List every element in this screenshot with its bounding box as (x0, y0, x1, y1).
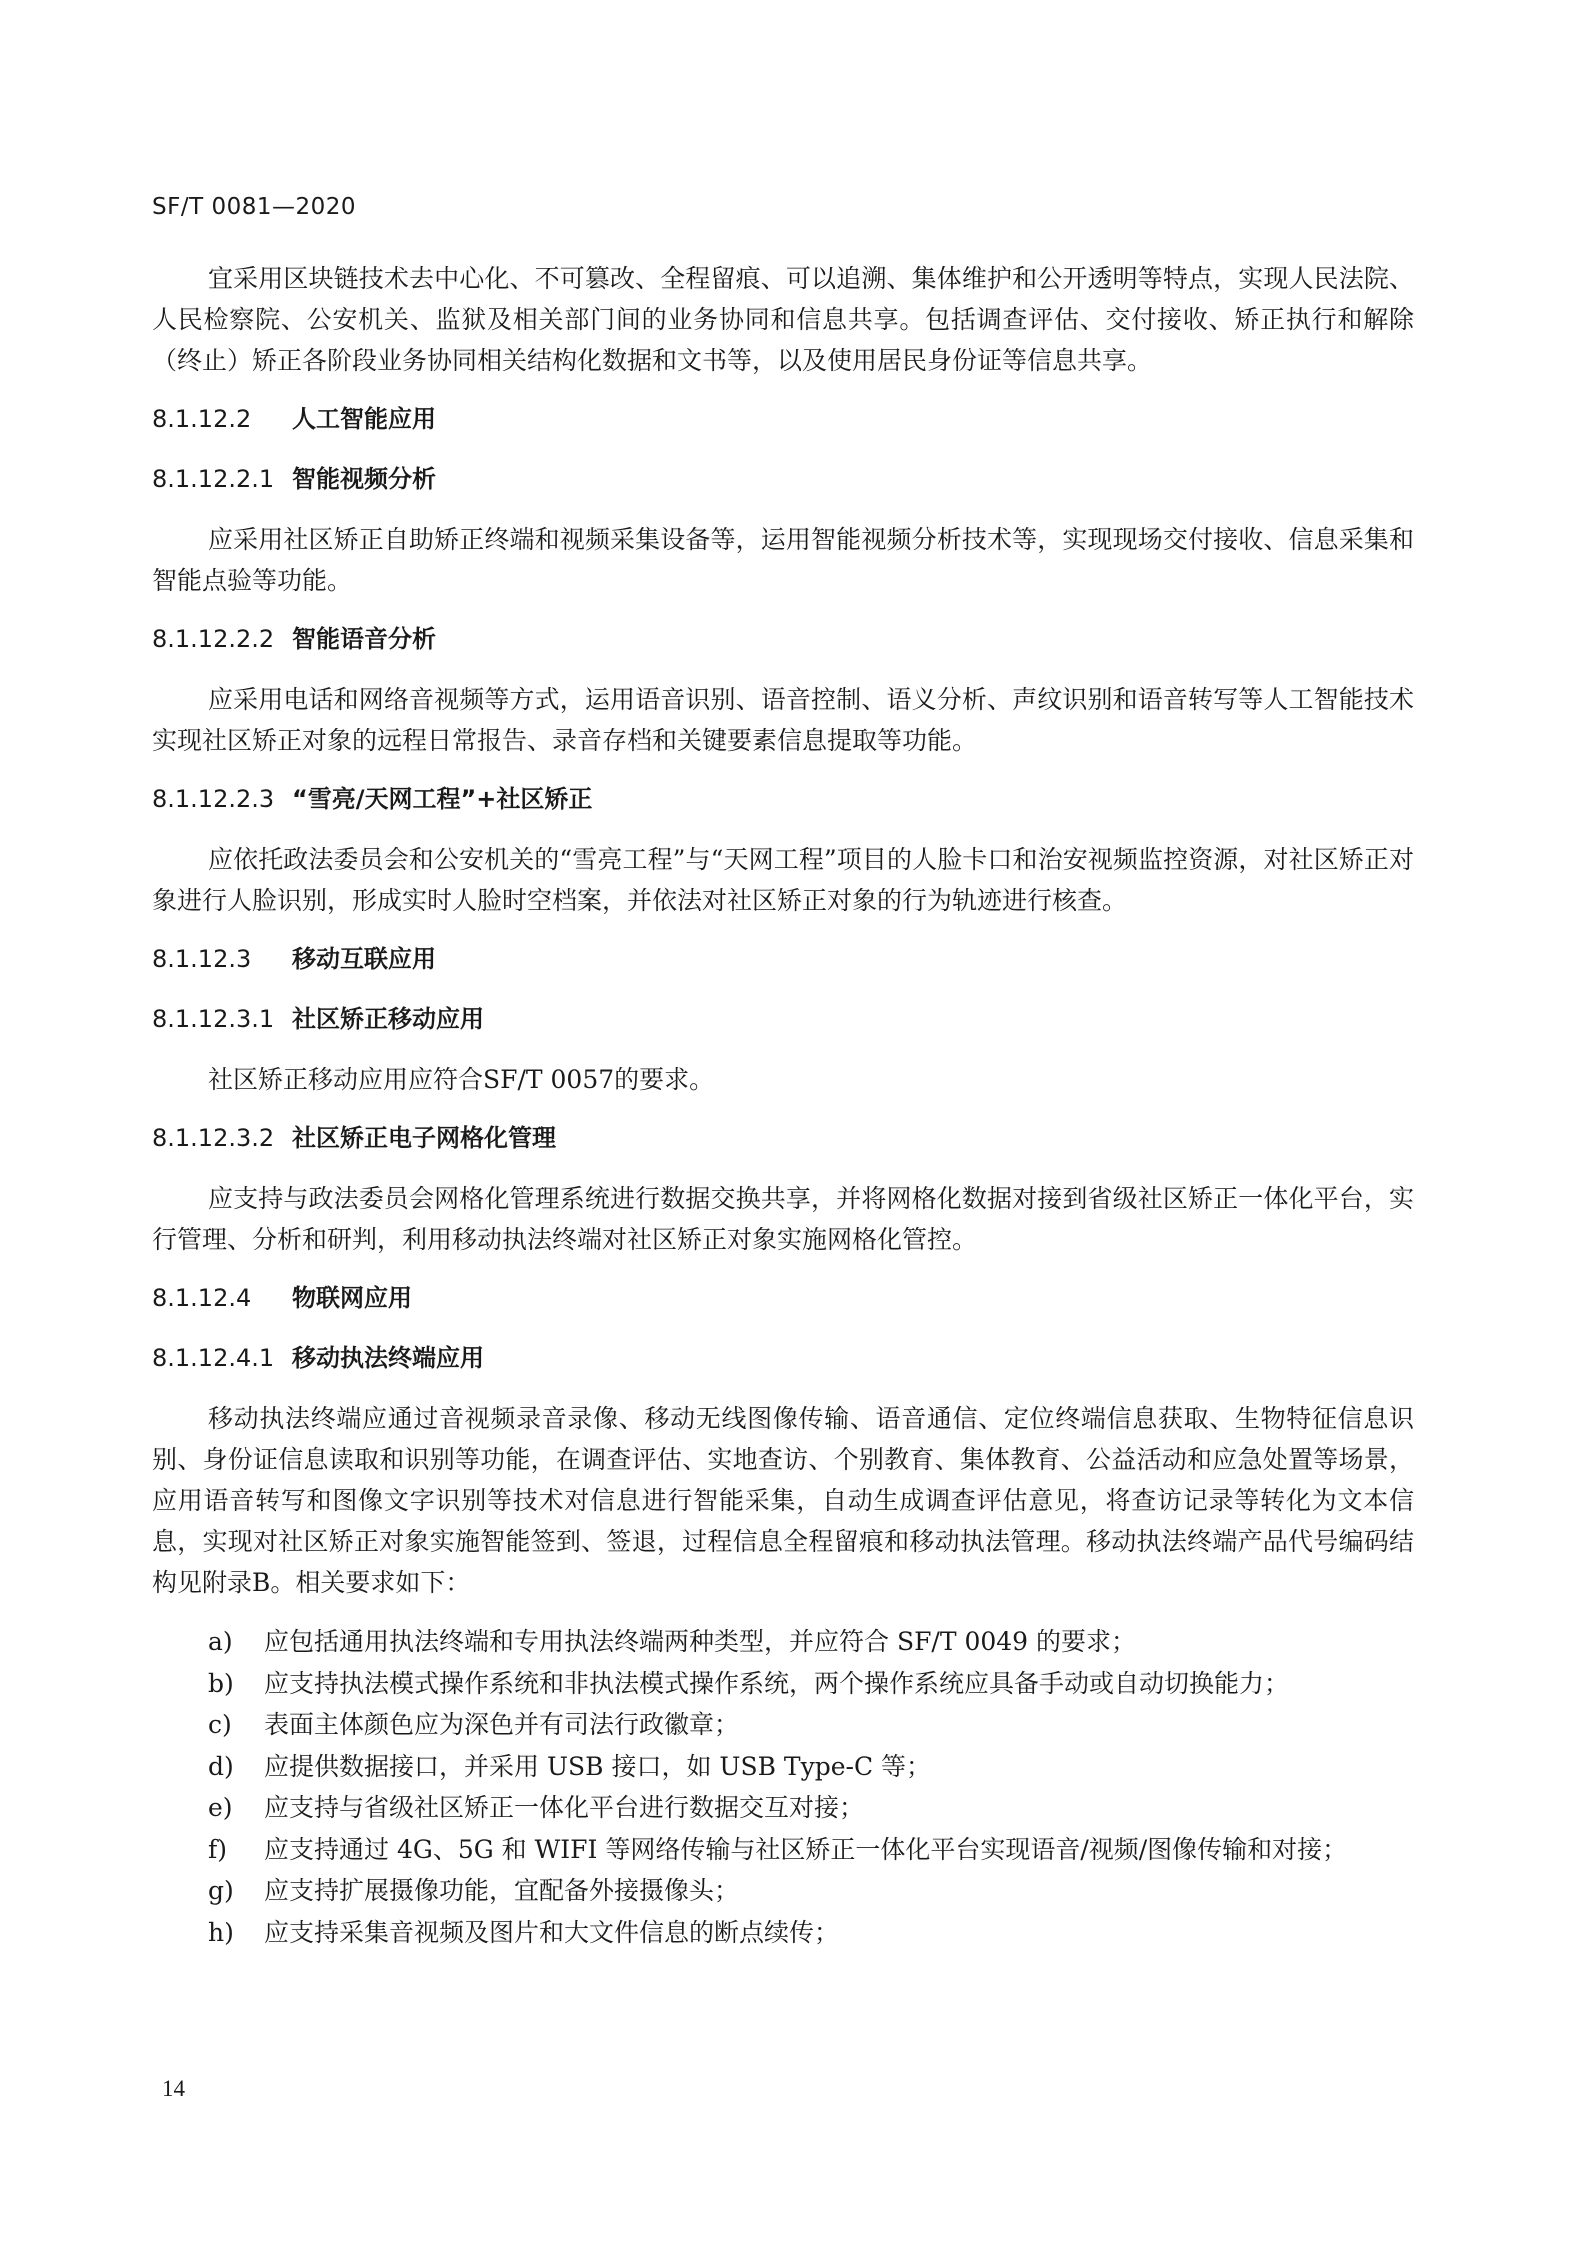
section-title: “雪亮/天网工程”+社区矫正 (292, 785, 593, 813)
section-number: 8.1.12.3.1 (152, 1005, 275, 1033)
list-item (152, 1787, 1414, 1829)
section-title: 物联网应用 (292, 1284, 412, 1312)
section-heading (152, 1338, 1414, 1378)
body-paragraph: 应依托政法委员会和公安机关的“雪亮工程”与“天网工程”项目的人脸卡口和治安视频监控资源，对社区矫正对象进行人脸识别，形成实时人脸时空档案，并依法对社区矫正对象的行为轨迹进行核查。 (152, 845, 1414, 915)
section-number: 8.1.12.4 (152, 1284, 252, 1312)
list-item (152, 1746, 1414, 1788)
list-item-text: 表面主体颜色应为深色并有司法行政徽章； (264, 1710, 740, 1739)
section-heading (152, 459, 1414, 499)
list-marker: a) (208, 1627, 233, 1656)
list-marker: b) (208, 1668, 234, 1698)
list-item (152, 1704, 1414, 1746)
list-marker: e) (208, 1793, 233, 1822)
list-item-text: 应提供数据接口，并采用 USB 接口，如 USB Type-C 等； (264, 1751, 932, 1781)
section-title: 社区矫正电子网格化管理 (292, 1124, 556, 1152)
section-heading (152, 619, 1414, 659)
list-marker: h) (208, 1917, 234, 1947)
list-item-text: 应包括通用执法终端和专用执法终端两种类型，并应符合 SF/T 0049 的要求； (264, 1627, 1137, 1656)
list-marker: f) (208, 1834, 228, 1864)
list-item (152, 1663, 1414, 1705)
list-item-text: 应支持扩展摄像功能，宜配备外接摄像头； (264, 1876, 740, 1905)
section-heading (152, 999, 1414, 1039)
body-paragraph: 宜采用区块链技术去中心化、不可篡改、全程留痕、可以追溯、集体维护和公开透明等特点，实现人民法院、人民检察院、公安机关、监狱及相关部门间的业务协同和信息共享。包括调查评估、交付接收、矫正执行和解除（终止）矫正各阶段业务协同相关结构化数据和文书等，以及使用居民身份证等信息共享。 (152, 264, 1414, 375)
list-item-text: 应支持通过 4G、5G 和 WIFI 等网络传输与社区矫正一体化平台实现语音/视频/图像传输和对接； (264, 1834, 1348, 1864)
section-number: 8.1.12.3.2 (152, 1124, 275, 1152)
list-item (152, 1621, 1414, 1663)
section-heading (152, 939, 1414, 979)
section-number: 8.1.12.2 (152, 405, 252, 433)
section-heading (152, 779, 1414, 819)
body-paragraph: 应采用电话和网络音视频等方式，运用语音识别、语音控制、语义分析、声纹识别和语音转写等人工智能技术实现社区矫正对象的远程日常报告、录音存档和关键要素信息提取等功能。 (152, 685, 1414, 755)
list-item-text: 应支持执法模式操作系统和非执法模式操作系统，两个操作系统应具备手动或自动切换能力； (264, 1668, 1290, 1698)
document-body (152, 258, 1414, 1953)
page-number: 14 (162, 2076, 185, 2101)
document-code: SF/T 0081—2020 (152, 194, 357, 220)
section-title: 智能视频分析 (292, 465, 436, 493)
section-number: 8.1.12.2.3 (152, 785, 275, 813)
section-number: 8.1.12.2.2 (152, 625, 275, 653)
section-number: 8.1.12.2.1 (152, 465, 275, 493)
requirements-list (152, 1621, 1414, 1953)
section-heading (152, 399, 1414, 439)
section-title: 社区矫正移动应用 (292, 1005, 484, 1033)
section-number: 8.1.12.4.1 (152, 1344, 275, 1372)
list-item (152, 1870, 1414, 1912)
section-number: 8.1.12.3 (152, 945, 252, 973)
body-paragraph: 应采用社区矫正自助矫正终端和视频采集设备等，运用智能视频分析技术等，实现现场交付接收、信息采集和智能点验等功能。 (152, 525, 1414, 595)
section-title: 人工智能应用 (292, 405, 436, 433)
list-item-text: 应支持采集音视频及图片和大文件信息的断点续传； (264, 1917, 840, 1947)
list-item (152, 1829, 1414, 1871)
section-heading (152, 1278, 1414, 1318)
section-heading (152, 1118, 1414, 1158)
body-paragraph: 应支持与政法委员会网格化管理系统进行数据交换共享，并将网格化数据对接到省级社区矫正一体化平台，实行管理、分析和研判，利用移动执法终端对社区矫正对象实施网格化管控。 (152, 1184, 1414, 1254)
body-paragraph: 移动执法终端应通过音视频录音录像、移动无线图像传输、语音通信、定位终端信息获取、生物特征信息识别、身份证信息读取和识别等功能，在调查评估、实地查访、个别教育、集体教育、公益活动和应急处置等场景，应用语音转写和图像文字识别等技术对信息进行智能采集，自动生成调查评估意见，将查访记录等转化为文本信息，实现对社区矫正对象实施智能签到、签退，过程信息全程留痕和移动执法管理。移动执法终端产品代号编码结构见附录B。相关要求如下： (152, 1404, 1414, 1597)
list-item (152, 1912, 1414, 1954)
list-item-text: 应支持与省级社区矫正一体化平台进行数据交互对接； (264, 1793, 865, 1822)
section-title: 移动互联应用 (292, 945, 436, 973)
body-paragraph: 社区矫正移动应用应符合SF/T 0057的要求。 (208, 1065, 715, 1094)
section-title: 移动执法终端应用 (292, 1344, 484, 1372)
list-marker: c) (208, 1710, 232, 1739)
list-marker: d) (208, 1751, 234, 1781)
section-title: 智能语音分析 (292, 625, 436, 653)
list-marker: g) (208, 1876, 234, 1905)
